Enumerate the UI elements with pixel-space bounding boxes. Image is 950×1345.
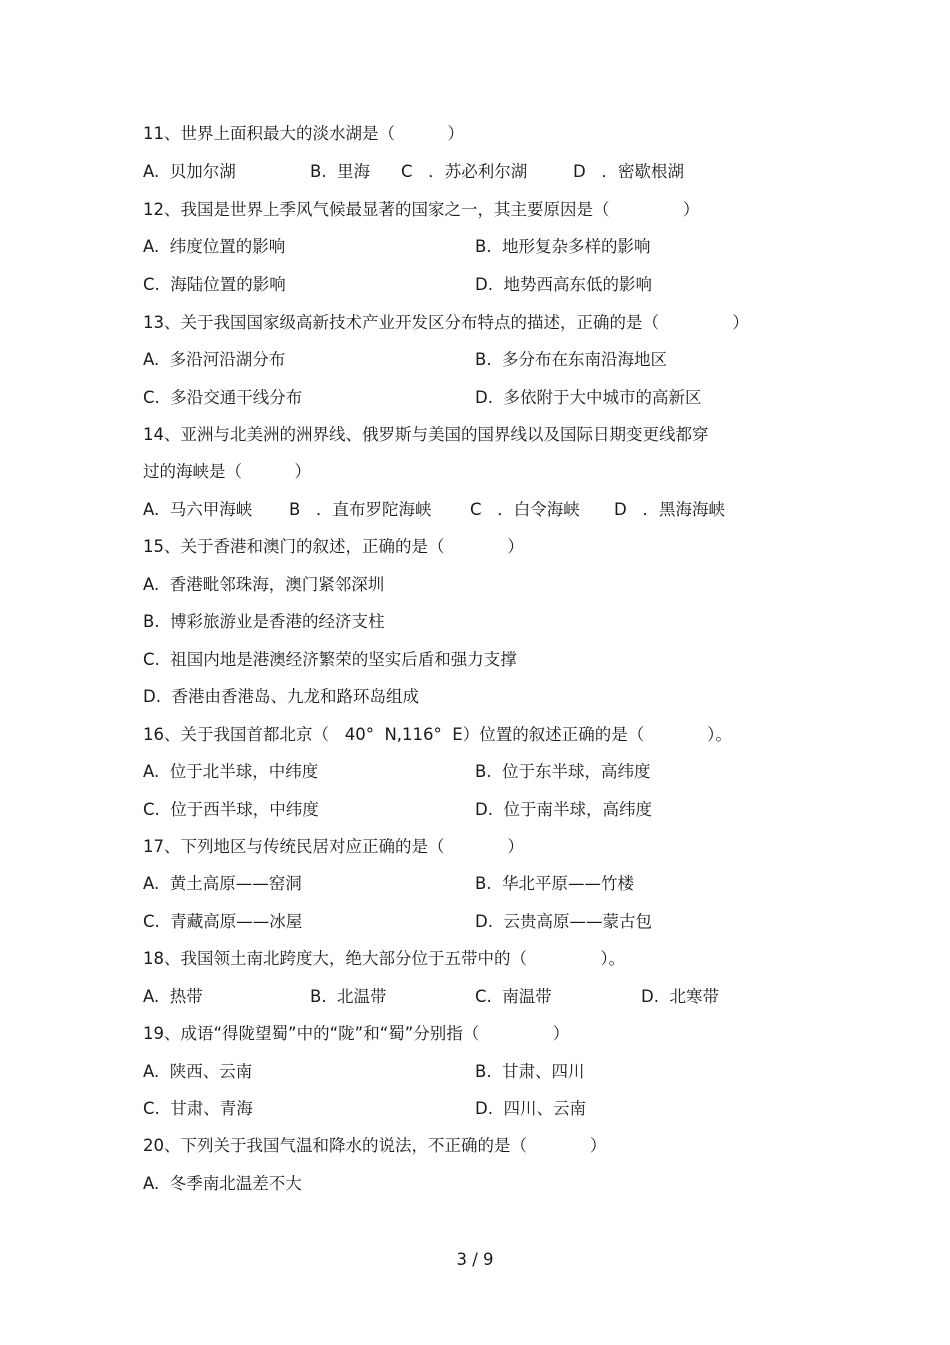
question-15-option-b: B. 博彩旅游业是香港的经济支柱 [143,612,385,631]
question-14-stem-line-2: 过的海峡是（ ） [143,462,311,481]
question-11-option-b: B. 里海 [310,162,371,181]
question-16-option-a: A. 位于北半球，中纬度 [143,762,319,781]
question-13-option-a: A. 多沿河沿湖分布 [143,350,286,369]
question-15-option-c: C. 祖国内地是港澳经济繁荣的坚实后盾和强力支撑 [143,650,517,669]
question-17-option-a: A. 黄土高原——窑洞 [143,874,302,893]
question-20-option-a: A. 冬季南北温差不大 [143,1174,302,1193]
question-11-stem: 11、世界上面积最大的淡水湖是（ ） [143,124,464,143]
question-13-option-b: B. 多分布在东南沿海地区 [475,350,668,369]
question-11-option-d: D ．密歇根湖 [573,162,684,181]
question-16-option-c: C. 位于西半球，中纬度 [143,800,319,819]
question-12-stem: 12、我国是世界上季风气候最显著的国家之一，其主要原因是（ ） [143,200,700,219]
question-13-stem: 13、关于我国国家级高新技术产业开发区分布特点的描述，正确的是（ ） [143,313,749,332]
question-19-stem: 19、成语“得陇望蜀”中的“陇”和“蜀”分别指（ ） [143,1024,570,1043]
question-12-option-d: D. 地势西高东低的影响 [475,275,652,294]
question-14-stem-line-1: 14、亚洲与北美洲的洲界线、俄罗斯与美国的国界线以及国际日期变更线都穿 [143,425,709,444]
question-14-option-c: C ．白令海峡 [470,500,580,519]
page-number: 3 / 9 [456,1250,494,1269]
question-18-option-c: C. 南温带 [475,987,552,1006]
question-16-stem: 16、关于我国首都北京（ 40° N,116° E）位置的叙述正确的是（ ）。 [143,725,732,744]
question-16-option-b: B. 位于东半球，高纬度 [475,762,651,781]
question-19-option-b: B. 甘肃、四川 [475,1062,585,1081]
question-19-option-c: C. 甘肃、青海 [143,1099,253,1118]
question-11-option-a: A. 贝加尔湖 [143,162,236,181]
question-18-option-d: D. 北寒带 [641,987,719,1006]
question-15-option-d: D. 香港由香港岛、九龙和路环岛组成 [143,687,419,706]
question-14-option-a: A. 马六甲海峡 [143,500,253,519]
question-19-option-a: A. 陕西、云南 [143,1062,253,1081]
question-19-option-d: D. 四川、云南 [475,1099,586,1118]
question-14-option-b: B ．直布罗陀海峡 [289,500,432,519]
question-18-option-a: A. 热带 [143,987,203,1006]
question-11-option-c: C ．苏必利尔湖 [401,162,528,181]
question-17-option-d: D. 云贵高原——蒙古包 [475,912,652,931]
question-17-option-c: C. 青藏高原——冰屋 [143,912,303,931]
question-17-stem: 17、下列地区与传统民居对应正确的是（ ） [143,837,524,856]
question-18-stem: 18、我国领土南北跨度大，绝大部分位于五带中的（ ）。 [143,949,626,968]
question-13-option-d: D. 多依附于大中城市的高新区 [475,388,702,407]
question-15-stem: 15、关于香港和澳门的叙述，正确的是（ ） [143,537,524,556]
question-12-option-a: A. 纬度位置的影响 [143,237,286,256]
question-12-option-b: B. 地形复杂多样的影响 [475,237,651,256]
question-12-option-c: C. 海陆位置的影响 [143,275,286,294]
question-17-option-b: B. 华北平原——竹楼 [475,874,635,893]
question-16-option-d: D. 位于南半球，高纬度 [475,800,652,819]
question-15-option-a: A. 香港毗邻珠海，澳门紧邻深圳 [143,575,385,594]
question-20-stem: 20、下列关于我国气温和降水的说法，不正确的是（ ） [143,1136,607,1155]
question-14-option-d: D ．黑海海峡 [614,500,725,519]
question-13-option-c: C. 多沿交通干线分布 [143,388,303,407]
question-18-option-b: B. 北温带 [310,987,387,1006]
